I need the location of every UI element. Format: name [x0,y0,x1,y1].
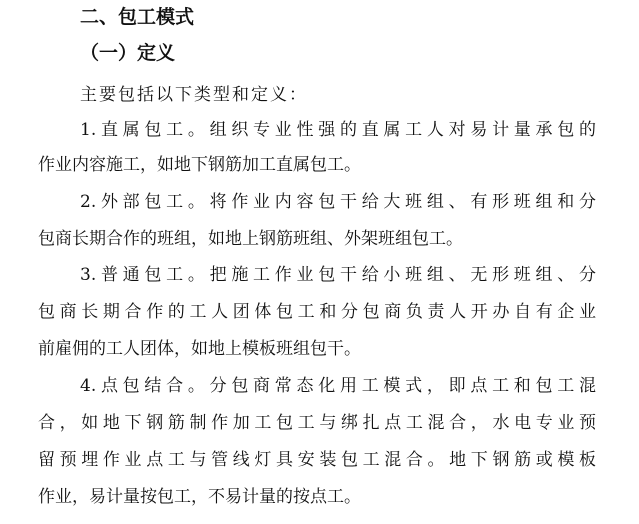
item-1-line-1: 1.直属包工。组织专业性强的直属工人对易计量承包的 [80,120,596,140]
item-4-line-4: 作业，易计量按包工，不易计量的按点工。 [38,487,361,507]
intro-paragraph: 主要包括以下类型和定义： [80,85,308,105]
subsection-heading: （一）定义 [80,42,176,64]
item-1-line-2: 作业内容施工，如地下钢筋加工直属包工。 [38,155,361,175]
item-4-line-2: 合，如地下钢筋制作加工包工与绑扎点工混合，水电专业预 [38,413,596,433]
item-3-line-2: 包商长期合作的工人团体包工和分包商负责人开办自有企业 [38,302,596,322]
item-4-line-1: 4.点包结合。分包商常态化用工模式，即点工和包工混 [80,376,596,396]
section-heading: 二、包工模式 [80,6,195,28]
item-2-line-2: 包商长期合作的班组，如地上钢筋班组、外架班组包工。 [38,229,463,249]
item-2-line-1: 2.外部包工。将作业内容包干给大班组、有形班组和分 [80,192,596,212]
item-3-line-3: 前雇佣的工人团体，如地上模板班组包干。 [38,339,361,359]
item-3-line-1: 3.普通包工。把施工作业包干给小班组、无形班组、分 [80,265,596,285]
item-4-line-3: 留预埋作业点工与管线灯具安装包工混合。地下钢筋或模板 [38,450,596,470]
